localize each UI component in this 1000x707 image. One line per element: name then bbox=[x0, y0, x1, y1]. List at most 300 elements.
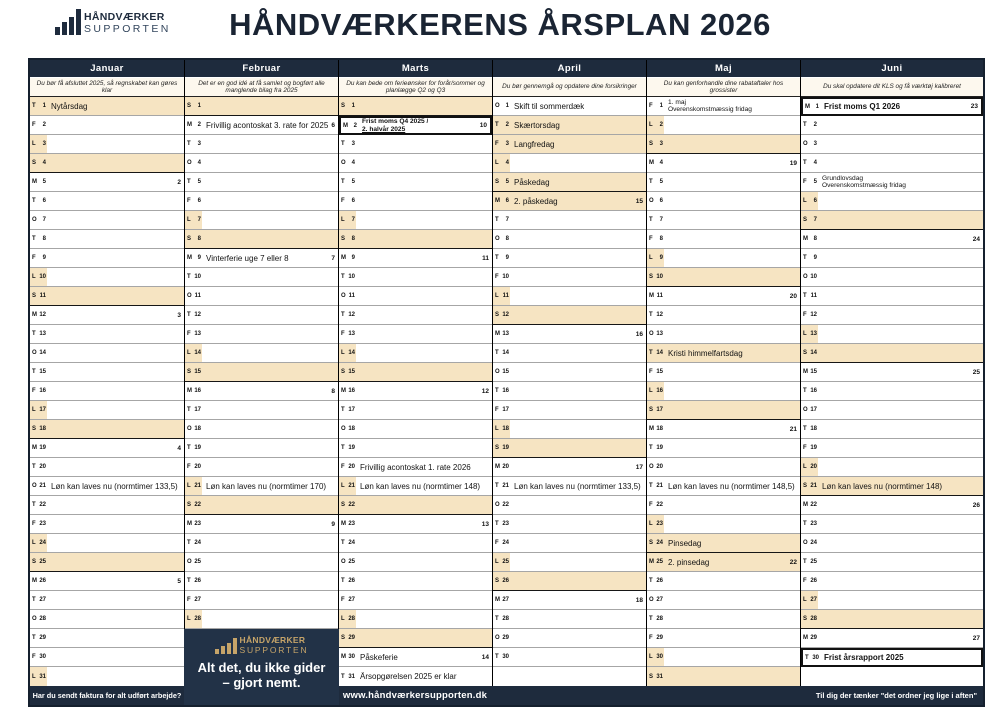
weekday-letter: S bbox=[32, 559, 37, 565]
month-tip: Du bør gennemgå og opdatere dine forsikringer bbox=[493, 77, 646, 97]
weekday-letter: L bbox=[803, 331, 807, 337]
day-row-marts-31 bbox=[339, 667, 492, 686]
day-number: 27 bbox=[194, 597, 201, 603]
day-number: 12 bbox=[656, 312, 663, 318]
weekday-letter: T bbox=[341, 274, 345, 280]
day-number: 26 bbox=[502, 578, 509, 584]
month-column-maj bbox=[646, 60, 800, 686]
day-number: 23 bbox=[810, 521, 817, 527]
day-number: 12 bbox=[810, 312, 817, 318]
day-label bbox=[30, 382, 47, 400]
day-row-april-13 bbox=[493, 325, 646, 344]
week-number: 25 bbox=[972, 368, 980, 376]
day-row-februar-28 bbox=[185, 610, 338, 629]
day-row-maj-1 bbox=[647, 97, 800, 116]
weekday-letter: F bbox=[341, 331, 345, 337]
day-number: 28 bbox=[194, 616, 201, 622]
day-number: 10 bbox=[502, 274, 509, 280]
weekday-letter: O bbox=[341, 293, 346, 299]
weekday-letter: M bbox=[649, 559, 654, 565]
page-title: HÅNDVÆRKERENS ÅRSPLAN 2026 bbox=[229, 7, 771, 42]
weekday-letter: F bbox=[32, 255, 36, 261]
weekday-letter: T bbox=[649, 217, 653, 223]
day-number: 18 bbox=[348, 426, 355, 432]
day-label bbox=[339, 534, 356, 552]
promo-logo-line2: SUPPORTEN bbox=[239, 644, 309, 655]
day-row-januar-1 bbox=[30, 97, 184, 116]
day-row-juni-3 bbox=[801, 135, 983, 154]
weekday-letter: T bbox=[341, 578, 345, 584]
week-number: 15 bbox=[635, 197, 643, 205]
day-number: 27 bbox=[810, 597, 817, 603]
day-label bbox=[30, 211, 47, 229]
day-label bbox=[339, 97, 356, 115]
weekday-letter: T bbox=[803, 160, 807, 166]
weekday-letter: T bbox=[803, 426, 807, 432]
day-label bbox=[647, 610, 664, 628]
day-label bbox=[647, 363, 664, 381]
day-label bbox=[647, 515, 664, 533]
day-number: 13 bbox=[348, 331, 355, 337]
weekday-letter: O bbox=[32, 616, 37, 622]
day-number: 25 bbox=[348, 559, 355, 565]
weekday-letter: T bbox=[805, 654, 809, 661]
day-number: 31 bbox=[39, 673, 46, 680]
weekday-letter: L bbox=[649, 122, 653, 128]
day-number: 6 bbox=[351, 198, 355, 204]
day-number: 25 bbox=[39, 559, 46, 565]
day-number: 31 bbox=[656, 673, 663, 680]
week-number: 10 bbox=[479, 122, 487, 129]
day-row-juni-18 bbox=[801, 420, 983, 439]
day-row-marts-16 bbox=[339, 382, 492, 401]
bottom-bar bbox=[30, 686, 983, 705]
day-label bbox=[185, 401, 202, 419]
day-row-maj-31 bbox=[647, 667, 800, 686]
weekday-letter: T bbox=[341, 312, 345, 318]
weekday-letter: T bbox=[187, 179, 191, 185]
day-row-april-26 bbox=[493, 572, 646, 591]
day-label bbox=[339, 420, 356, 438]
day-number: 21 bbox=[502, 483, 509, 489]
month-header: Juni bbox=[801, 60, 983, 77]
weekday-letter: O bbox=[32, 483, 37, 489]
day-row-februar-3 bbox=[185, 135, 338, 154]
weekday-letter: S bbox=[803, 350, 808, 356]
day-row-april-20 bbox=[493, 458, 646, 477]
day-row-marts-28 bbox=[339, 610, 492, 629]
weekday-letter: T bbox=[495, 654, 499, 660]
day-label bbox=[647, 306, 664, 324]
weekday-letter: O bbox=[341, 426, 346, 432]
day-row-marts-4 bbox=[339, 154, 492, 173]
day-number: 18 bbox=[194, 426, 201, 432]
footer-website: www.håndværkersupporten.dk bbox=[342, 690, 488, 701]
weekday-letter: F bbox=[649, 502, 653, 508]
day-number: 20 bbox=[39, 464, 46, 470]
weekday-letter: O bbox=[495, 502, 500, 508]
weekday-letter: T bbox=[32, 502, 36, 508]
day-row-januar-9 bbox=[30, 249, 184, 268]
day-label bbox=[647, 477, 664, 495]
day-row-juni-16 bbox=[801, 382, 983, 401]
weekday-letter: M bbox=[649, 426, 654, 432]
weekday-letter: S bbox=[495, 578, 500, 584]
day-label bbox=[30, 268, 47, 286]
day-row-januar-29 bbox=[30, 629, 184, 648]
day-number: 28 bbox=[810, 616, 817, 622]
weekday-letter: F bbox=[495, 540, 499, 546]
weekday-letter: T bbox=[495, 521, 499, 527]
day-row-maj-7 bbox=[647, 211, 800, 230]
weekday-letter: M bbox=[32, 179, 37, 185]
weekday-letter: M bbox=[341, 388, 346, 394]
day-number: 21 bbox=[348, 483, 355, 489]
day-row-februar-17 bbox=[185, 401, 338, 420]
day-label bbox=[341, 118, 358, 133]
weekday-letter: S bbox=[495, 312, 500, 318]
weekday-letter: M bbox=[649, 293, 654, 299]
day-row-januar-25 bbox=[30, 553, 184, 572]
weekday-letter: L bbox=[495, 426, 499, 432]
day-row-februar-25 bbox=[185, 553, 338, 572]
weekday-letter: F bbox=[803, 179, 807, 185]
day-label bbox=[493, 135, 510, 153]
weekday-letter: L bbox=[32, 141, 36, 147]
day-number: 12 bbox=[348, 312, 355, 318]
day-number: 20 bbox=[502, 464, 509, 470]
day-label bbox=[493, 420, 510, 438]
weekday-letter: F bbox=[341, 597, 345, 603]
day-row-marts-24 bbox=[339, 534, 492, 553]
day-row-februar-2 bbox=[185, 116, 338, 135]
weekday-letter: L bbox=[32, 274, 36, 280]
day-label bbox=[339, 458, 356, 476]
weekday-letter: F bbox=[32, 388, 36, 394]
day-label bbox=[30, 439, 47, 457]
day-row-juni-23 bbox=[801, 515, 983, 534]
day-label bbox=[801, 420, 818, 438]
week-number: 8 bbox=[331, 387, 335, 395]
day-label bbox=[30, 534, 47, 552]
weekday-letter: L bbox=[187, 350, 191, 356]
weekday-letter: T bbox=[803, 122, 807, 128]
day-number: 22 bbox=[194, 502, 201, 508]
day-number: 2 bbox=[42, 122, 46, 128]
day-row-juni-21 bbox=[801, 477, 983, 496]
day-label bbox=[801, 382, 818, 400]
day-number: 19 bbox=[194, 445, 201, 451]
day-label bbox=[647, 287, 664, 305]
day-row-april-25 bbox=[493, 553, 646, 572]
day-row-januar-21 bbox=[30, 477, 184, 496]
day-row-maj-13 bbox=[647, 325, 800, 344]
week-number: 14 bbox=[481, 653, 489, 661]
weekday-letter: T bbox=[649, 616, 653, 622]
weekday-letter: M bbox=[32, 312, 37, 318]
weekday-letter: S bbox=[187, 236, 192, 242]
day-number: 4 bbox=[659, 160, 663, 166]
day-label bbox=[339, 249, 356, 267]
day-row-april-24 bbox=[493, 534, 646, 553]
day-row-juni-17 bbox=[801, 401, 983, 420]
day-row-juni-20 bbox=[801, 458, 983, 477]
day-note: Vinterferie uge 7 eller 8 bbox=[206, 253, 289, 263]
day-number: 14 bbox=[810, 350, 817, 356]
weekday-letter: S bbox=[803, 483, 808, 489]
day-number: 15 bbox=[39, 369, 46, 375]
day-label bbox=[493, 591, 510, 609]
day-number: 23 bbox=[348, 521, 355, 527]
day-row-marts-5 bbox=[339, 173, 492, 192]
day-label bbox=[339, 268, 356, 286]
day-row-april-29 bbox=[493, 629, 646, 648]
day-label bbox=[30, 648, 47, 666]
day-number: 25 bbox=[194, 559, 201, 565]
day-number: 4 bbox=[197, 160, 201, 166]
day-row-januar-17 bbox=[30, 401, 184, 420]
weekday-letter: T bbox=[187, 445, 191, 451]
day-label bbox=[647, 211, 664, 229]
day-row-februar-10 bbox=[185, 268, 338, 287]
weekday-letter: O bbox=[341, 160, 346, 166]
day-row-januar-6 bbox=[30, 192, 184, 211]
weekday-letter: O bbox=[803, 274, 808, 280]
weekday-letter: F bbox=[649, 236, 653, 242]
day-label bbox=[185, 515, 202, 533]
week-number: 21 bbox=[789, 425, 797, 433]
day-row-januar-18 bbox=[30, 420, 184, 439]
weekday-letter: T bbox=[187, 312, 191, 318]
day-note: Løn kan laves nu (normtimer 170) bbox=[206, 481, 327, 491]
day-label bbox=[493, 572, 510, 590]
weekday-letter: T bbox=[187, 274, 191, 280]
day-label bbox=[30, 116, 47, 134]
day-number: 23 bbox=[39, 521, 46, 527]
day-number: 17 bbox=[502, 407, 509, 413]
day-row-juni-22 bbox=[801, 496, 983, 515]
month-tip: Du skal opdatere dit KLS og få værktøj kalibreret bbox=[801, 77, 983, 97]
week-number: 24 bbox=[972, 235, 980, 243]
day-label bbox=[801, 325, 818, 343]
day-label bbox=[339, 667, 356, 686]
day-row-april-7 bbox=[493, 211, 646, 230]
day-number: 6 bbox=[659, 198, 663, 204]
weekday-letter: S bbox=[187, 103, 192, 109]
day-label bbox=[647, 629, 664, 647]
day-row-januar-12 bbox=[30, 306, 184, 325]
week-number: 6 bbox=[331, 121, 335, 129]
day-label bbox=[647, 97, 664, 115]
day-label bbox=[339, 496, 356, 514]
day-number: 16 bbox=[656, 388, 663, 394]
day-row-marts-1 bbox=[339, 97, 492, 116]
day-row-februar-20 bbox=[185, 458, 338, 477]
day-number: 2 bbox=[353, 122, 357, 129]
weekday-letter: O bbox=[495, 635, 500, 641]
day-row-marts-15 bbox=[339, 363, 492, 382]
day-label bbox=[493, 306, 510, 324]
day-label bbox=[185, 477, 202, 495]
day-number: 11 bbox=[348, 293, 355, 299]
day-row-april-2 bbox=[493, 116, 646, 135]
day-number: 24 bbox=[348, 540, 355, 546]
day-row-juni-5 bbox=[801, 173, 983, 192]
day-number: 6 bbox=[505, 198, 509, 204]
week-number: 5 bbox=[177, 577, 181, 585]
weekday-letter: L bbox=[495, 293, 499, 299]
day-number: 7 bbox=[42, 217, 46, 223]
day-number: 7 bbox=[197, 217, 201, 223]
day-label bbox=[647, 591, 664, 609]
day-label bbox=[493, 230, 510, 248]
day-row-marts-29 bbox=[339, 629, 492, 648]
day-number: 1 bbox=[505, 103, 509, 109]
day-label bbox=[30, 97, 47, 115]
day-label bbox=[185, 230, 202, 248]
weekday-letter: T bbox=[803, 255, 807, 261]
day-label bbox=[801, 116, 818, 134]
day-row-marts-7 bbox=[339, 211, 492, 230]
day-label bbox=[493, 268, 510, 286]
weekday-letter: T bbox=[803, 559, 807, 565]
day-number: 27 bbox=[348, 597, 355, 603]
day-label bbox=[30, 344, 47, 362]
day-row-maj-20 bbox=[647, 458, 800, 477]
day-number: 8 bbox=[659, 236, 663, 242]
day-number: 21 bbox=[656, 483, 663, 489]
day-number: 28 bbox=[348, 616, 355, 622]
day-row-marts-26 bbox=[339, 572, 492, 591]
day-number: 29 bbox=[39, 635, 46, 641]
day-label bbox=[801, 591, 818, 609]
day-row-januar-26 bbox=[30, 572, 184, 591]
weekday-letter: L bbox=[341, 350, 345, 356]
day-number: 16 bbox=[348, 388, 355, 394]
day-number: 16 bbox=[502, 388, 509, 394]
day-number: 3 bbox=[813, 141, 817, 147]
day-number: 25 bbox=[656, 559, 663, 565]
day-row-juni-30 bbox=[801, 648, 983, 667]
day-label bbox=[339, 439, 356, 457]
day-label bbox=[30, 553, 47, 571]
week-number: 23 bbox=[970, 103, 978, 110]
day-row-april-10 bbox=[493, 268, 646, 287]
weekday-letter: M bbox=[343, 122, 348, 129]
day-label bbox=[493, 382, 510, 400]
day-number: 15 bbox=[810, 369, 817, 375]
day-number: 19 bbox=[348, 445, 355, 451]
day-label bbox=[30, 230, 47, 248]
weekday-letter: T bbox=[649, 445, 653, 451]
day-number: 26 bbox=[39, 578, 46, 584]
day-row-juni-6 bbox=[801, 192, 983, 211]
month-header: April bbox=[493, 60, 646, 77]
day-label bbox=[493, 325, 510, 343]
weekday-letter: O bbox=[803, 141, 808, 147]
day-number: 16 bbox=[194, 388, 201, 394]
day-label bbox=[185, 306, 202, 324]
day-row-maj-17 bbox=[647, 401, 800, 420]
day-row-april-15 bbox=[493, 363, 646, 382]
weekday-letter: O bbox=[649, 198, 654, 204]
day-number: 24 bbox=[810, 540, 817, 546]
day-label bbox=[801, 192, 818, 210]
week-number: 27 bbox=[972, 634, 980, 642]
day-label bbox=[801, 211, 818, 229]
day-label bbox=[493, 629, 510, 647]
day-row-juni-19 bbox=[801, 439, 983, 458]
day-label bbox=[339, 629, 356, 647]
weekday-letter: M bbox=[495, 464, 500, 470]
day-row-april-16 bbox=[493, 382, 646, 401]
day-row-februar-8 bbox=[185, 230, 338, 249]
weekday-letter: S bbox=[32, 293, 37, 299]
day-label bbox=[801, 629, 818, 647]
month-column-februar bbox=[184, 60, 338, 686]
day-number: 22 bbox=[810, 502, 817, 508]
day-row-marts-20 bbox=[339, 458, 492, 477]
day-row-marts-22 bbox=[339, 496, 492, 515]
day-number: 27 bbox=[656, 597, 663, 603]
weekday-letter: S bbox=[803, 616, 808, 622]
logo-text-line2: SUPPORTEN bbox=[84, 22, 171, 35]
day-label bbox=[801, 401, 818, 419]
day-label bbox=[339, 648, 356, 666]
weekday-letter: T bbox=[187, 578, 191, 584]
day-label bbox=[185, 591, 202, 609]
day-label bbox=[647, 439, 664, 457]
day-row-juni-9 bbox=[801, 249, 983, 268]
weekday-letter: F bbox=[187, 331, 191, 337]
day-note: Skærtorsdag bbox=[514, 120, 560, 130]
day-number: 2 bbox=[197, 122, 201, 128]
day-label bbox=[801, 249, 818, 267]
day-row-juni-10 bbox=[801, 268, 983, 287]
day-number: 7 bbox=[351, 217, 355, 223]
day-row-juni-25 bbox=[801, 553, 983, 572]
weekday-letter: T bbox=[341, 407, 345, 413]
week-number: 22 bbox=[789, 558, 797, 566]
weekday-letter: L bbox=[649, 654, 653, 660]
weekday-letter: L bbox=[341, 217, 345, 223]
weekday-letter: S bbox=[649, 407, 654, 413]
weekday-letter: S bbox=[649, 540, 654, 546]
weekday-letter: O bbox=[495, 236, 500, 242]
week-number: 11 bbox=[482, 254, 489, 262]
day-note: Løn kan laves nu (normtimer 133,5) bbox=[514, 481, 641, 491]
weekday-letter: M bbox=[187, 521, 192, 527]
weekday-letter: T bbox=[32, 635, 36, 641]
weekday-letter: O bbox=[495, 369, 500, 375]
day-number: 4 bbox=[505, 160, 509, 166]
day-number: 10 bbox=[810, 274, 817, 280]
day-label bbox=[185, 192, 202, 210]
week-number: 19 bbox=[789, 159, 797, 167]
day-row-maj-2 bbox=[647, 116, 800, 135]
promo-tagline-line1: Alt det, du ikke gider bbox=[197, 660, 326, 675]
day-label bbox=[647, 648, 664, 666]
day-note: Pinsedag bbox=[668, 538, 702, 548]
day-label bbox=[801, 496, 818, 514]
day-number: 2 bbox=[659, 122, 663, 128]
day-note: Langfredag bbox=[514, 139, 555, 149]
week-number: 9 bbox=[331, 520, 335, 528]
day-row-april-28 bbox=[493, 610, 646, 629]
weekday-letter: T bbox=[32, 103, 36, 109]
day-number: 24 bbox=[194, 540, 201, 546]
day-label bbox=[801, 363, 818, 381]
